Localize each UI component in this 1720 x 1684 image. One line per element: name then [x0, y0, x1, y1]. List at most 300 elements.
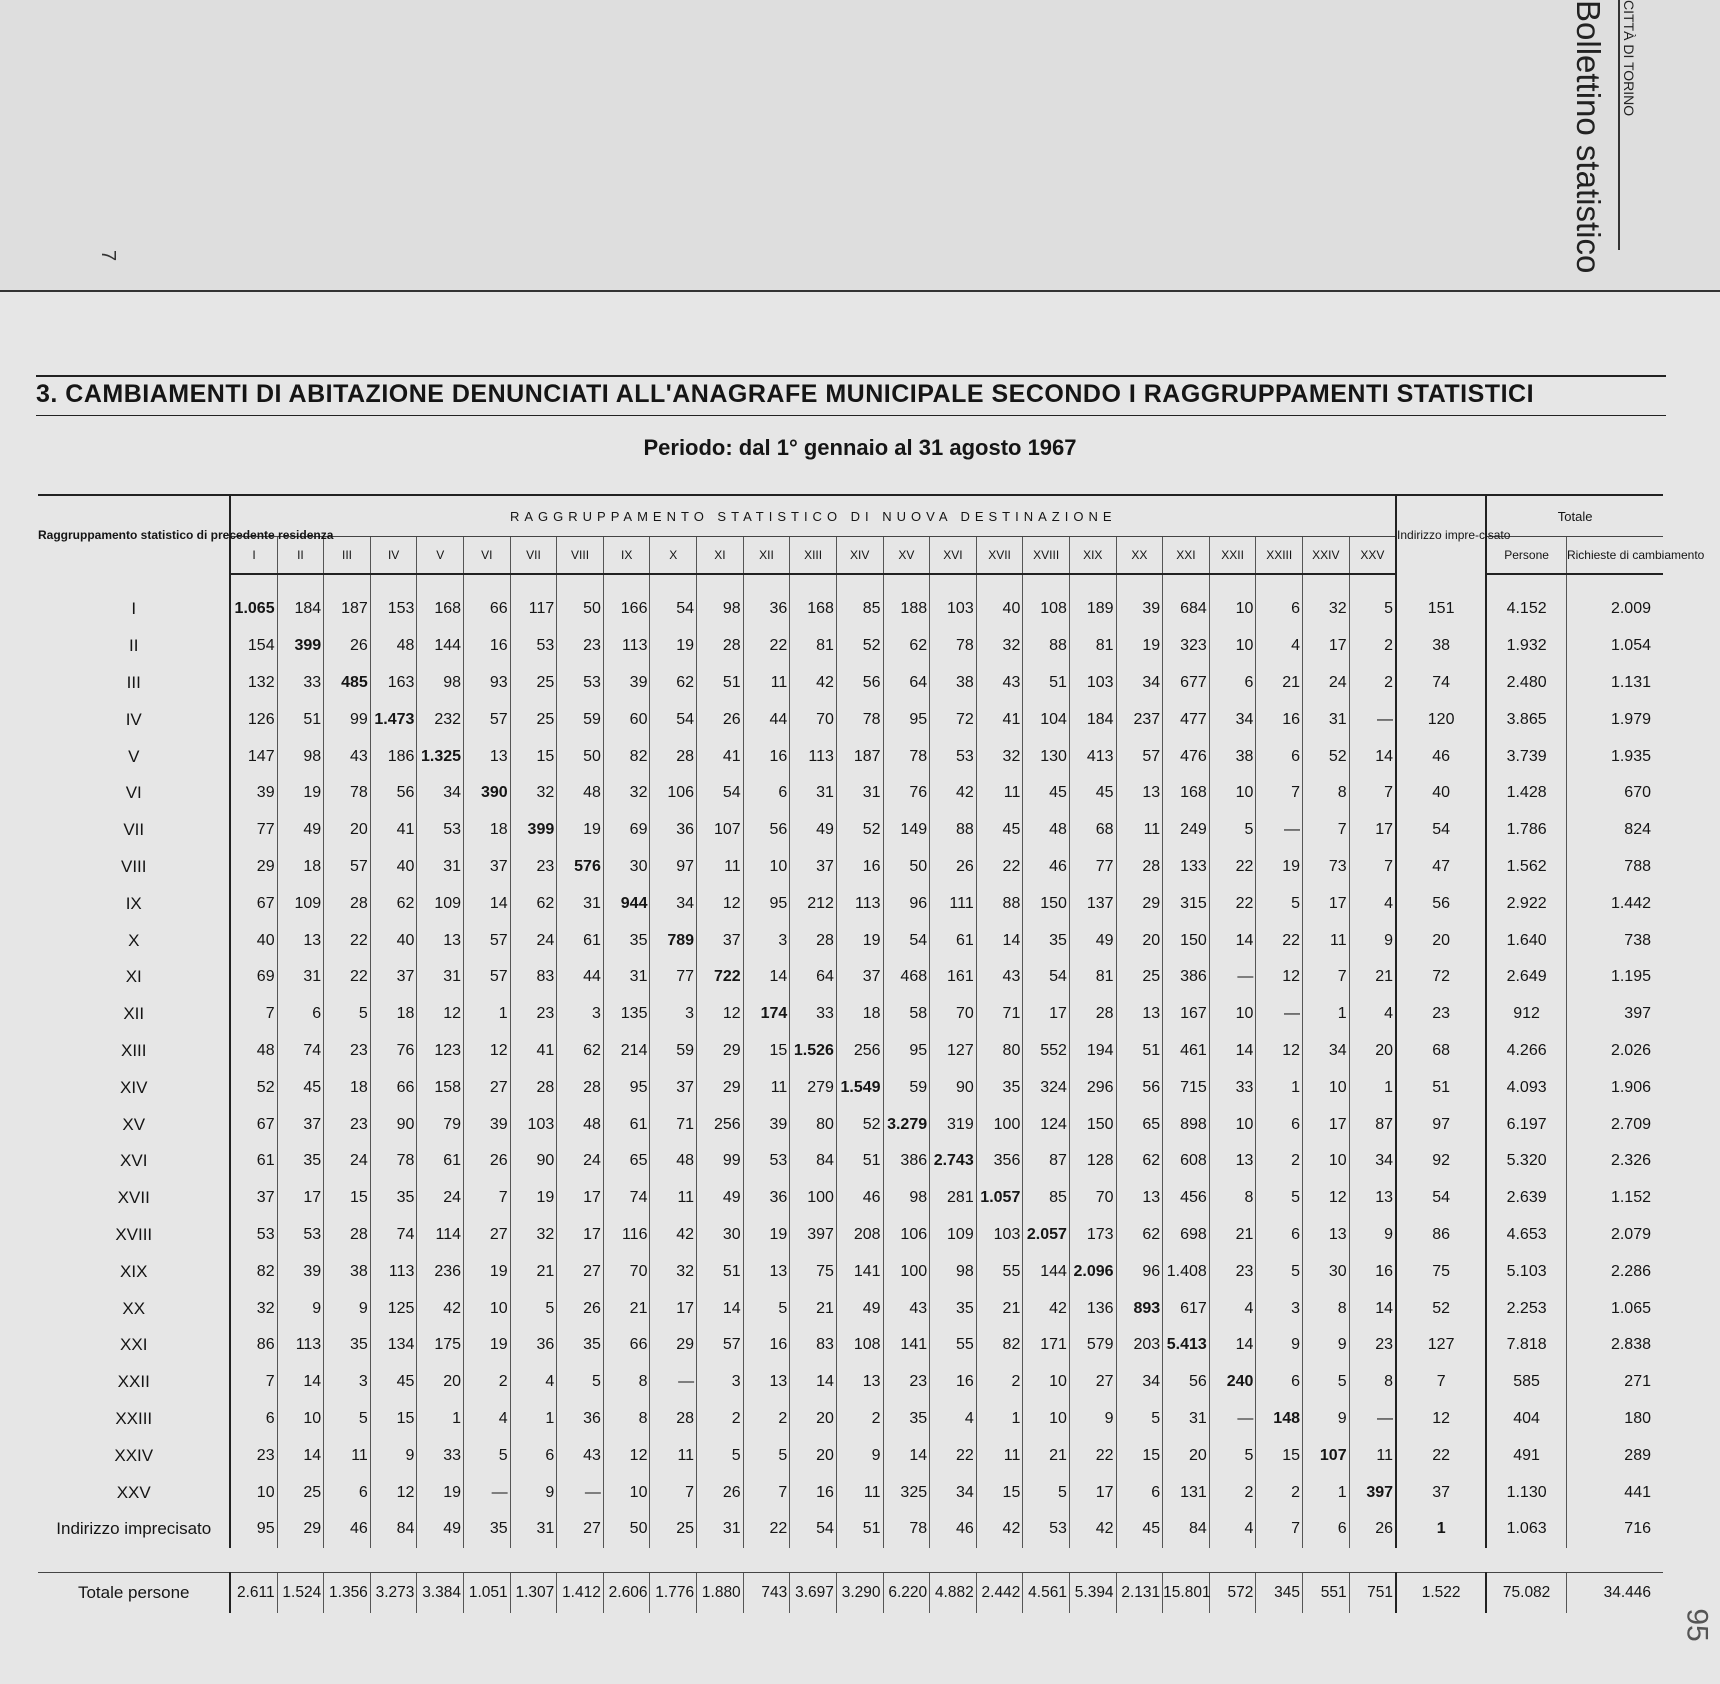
imprecise-cell: 46 [1396, 738, 1486, 775]
requests-cell: 441 [1624, 1483, 1651, 1501]
table-cell: 49 [277, 812, 324, 849]
table-cell: 8 [1209, 1180, 1256, 1217]
requests-cell: 1.065 [1610, 1299, 1651, 1317]
table-cell: 31 [1163, 1401, 1210, 1438]
table-cell: 42 [1069, 1511, 1116, 1548]
table-cell: 18 [464, 812, 511, 849]
table-cell: 17 [650, 1290, 697, 1327]
imprecise-cell: 52 [1396, 1290, 1486, 1327]
table-cell: 54 [650, 574, 697, 628]
table-cell: 50 [557, 738, 604, 775]
table-cell: 279 [790, 1069, 837, 1106]
table-cell: 16 [836, 849, 883, 886]
table-cell: 53 [417, 812, 464, 849]
total-cell: 15.801 [1163, 1572, 1210, 1613]
column-header: X [650, 537, 697, 575]
table-cell: 100 [790, 1180, 837, 1217]
table-cell: 16 [743, 738, 790, 775]
requests-cell: 1.935 [1610, 747, 1651, 765]
persons-cell: 1.562 [1486, 849, 1566, 886]
table-cell: 48 [557, 775, 604, 812]
total-cell: 2.611 [230, 1572, 277, 1613]
table-cell: 413 [1069, 738, 1116, 775]
table-row [38, 1327, 1663, 1364]
table-cell: 187 [836, 738, 883, 775]
table-cell: 3.279 [883, 1106, 930, 1143]
total-row [38, 1572, 1663, 1613]
table-cell: 2 [1349, 665, 1396, 702]
table-cell: 52 [836, 812, 883, 849]
table-cell: 23 [883, 1364, 930, 1401]
table-cell: 12 [1303, 1180, 1350, 1217]
table-cell: 150 [1163, 922, 1210, 959]
table-cell: 52 [230, 1069, 277, 1106]
table-cell: 117 [510, 574, 557, 628]
table-cell: 103 [510, 1106, 557, 1143]
table-cell: 131 [1163, 1474, 1210, 1511]
row-label: VIII [38, 849, 230, 886]
table-cell: 54 [697, 775, 744, 812]
table-cell: 456 [1163, 1180, 1210, 1217]
table-cell: 62 [650, 665, 697, 702]
table-cell: 70 [603, 1253, 650, 1290]
table-cell: 28 [790, 922, 837, 959]
row-label: III [38, 665, 230, 702]
table-cell: 6 [230, 1401, 277, 1438]
imprecise-header: Indirizzo impre-cisato [1396, 495, 1486, 574]
table-cell: 32 [650, 1253, 697, 1290]
table-cell: 147 [230, 738, 277, 775]
table-cell: 62 [370, 885, 417, 922]
table-cell: 2 [836, 1401, 883, 1438]
table-cell: 48 [650, 1143, 697, 1180]
table-cell: 150 [1069, 1106, 1116, 1143]
table-cell: 57 [464, 701, 511, 738]
table-cell: 11 [1303, 922, 1350, 959]
table-cell: 34 [1209, 701, 1256, 738]
table-cell: 123 [417, 1033, 464, 1070]
row-label: VII [38, 812, 230, 849]
table-cell: 1 [1349, 1069, 1396, 1106]
imprecise-cell: 86 [1396, 1217, 1486, 1254]
table-cell: 21 [510, 1253, 557, 1290]
table-cell: 77 [1069, 849, 1116, 886]
row-header-label: Raggruppamento statistico di precedente residenza [38, 495, 230, 574]
table-cell: 6 [743, 775, 790, 812]
table-cell: 677 [1163, 665, 1210, 702]
table-row [38, 1069, 1663, 1106]
table-cell: 58 [883, 996, 930, 1033]
table-cell: 53 [557, 665, 604, 702]
table-row [38, 1253, 1663, 1290]
table-cell: 27 [464, 1069, 511, 1106]
table-cell: 17 [1069, 1474, 1116, 1511]
table-cell: 31 [510, 1511, 557, 1548]
table-cell: 16 [930, 1364, 977, 1401]
table-cell: 38 [1209, 738, 1256, 775]
table-cell: 19 [277, 775, 324, 812]
imprecise-cell: 151 [1396, 574, 1486, 628]
table-cell: 37 [277, 1106, 324, 1143]
table-cell: 21 [790, 1290, 837, 1327]
table-cell: 14 [1209, 1033, 1256, 1070]
table-cell: 7 [464, 1180, 511, 1217]
publication-name: Bollettino statistico [1570, 0, 1607, 274]
table-cell: 54 [650, 701, 697, 738]
table-cell: 50 [603, 1511, 650, 1548]
table-cell: 15 [510, 738, 557, 775]
table-cell: 54 [1023, 959, 1070, 996]
table-cell: 7 [1256, 1511, 1303, 1548]
table-cell: 29 [697, 1033, 744, 1070]
table-cell: 14 [1349, 738, 1396, 775]
table-cell: 1 [417, 1401, 464, 1438]
table-cell: 28 [324, 1217, 371, 1254]
table-cell: 22 [976, 849, 1023, 886]
table-cell: 67 [230, 1106, 277, 1143]
table-cell: 61 [603, 1106, 650, 1143]
table-cell: 25 [277, 1474, 324, 1511]
table-cell: 8 [1349, 1364, 1396, 1401]
table-cell: 59 [650, 1033, 697, 1070]
table-cell: 103 [1069, 665, 1116, 702]
table-cell: 64 [790, 959, 837, 996]
table-cell: 3 [1256, 1290, 1303, 1327]
table-cell: 28 [650, 738, 697, 775]
table-cell: 5 [324, 1401, 371, 1438]
persons-cell: 7.818 [1486, 1327, 1566, 1364]
requests-cell: 716 [1624, 1520, 1651, 1538]
imprecise-cell: 56 [1396, 885, 1486, 922]
table-cell: 1 [976, 1401, 1023, 1438]
table-cell: 30 [697, 1217, 744, 1254]
table-cell: 23 [1349, 1327, 1396, 1364]
column-header: XXV [1349, 537, 1396, 575]
table-cell: 21 [1023, 1437, 1070, 1474]
table-cell: 32 [1303, 574, 1350, 628]
table-cell: 37 [230, 1180, 277, 1217]
table-cell: 10 [1209, 1106, 1256, 1143]
table-cell: 4 [1349, 885, 1396, 922]
table-cell: 9 [1349, 1217, 1396, 1254]
table-cell: 2 [464, 1364, 511, 1401]
table-cell: 77 [230, 812, 277, 849]
table-row [38, 1033, 1663, 1070]
table-cell: 1.408 [1163, 1253, 1210, 1290]
requests-cell: 738 [1624, 931, 1651, 949]
table-cell: 42 [650, 1217, 697, 1254]
table-cell: 71 [650, 1106, 697, 1143]
table-cell: 30 [603, 849, 650, 886]
table-cell: 34 [1116, 665, 1163, 702]
table-cell: 399 [510, 812, 557, 849]
table-cell: 1.057 [976, 1180, 1023, 1217]
table-cell: 87 [1023, 1143, 1070, 1180]
requests-cell: 180 [1624, 1409, 1651, 1427]
table-cell: 98 [930, 1253, 977, 1290]
table-row [38, 628, 1663, 665]
table-cell: 36 [650, 812, 697, 849]
table-cell: 51 [836, 1511, 883, 1548]
column-header: VII [510, 537, 557, 575]
table-cell: 57 [464, 922, 511, 959]
persons-cell: 4.093 [1486, 1069, 1566, 1106]
persons-cell: 2.480 [1486, 665, 1566, 702]
table-cell: 108 [1023, 574, 1070, 628]
table-cell: 158 [417, 1069, 464, 1106]
table-cell: 10 [1023, 1401, 1070, 1438]
table-cell: 13 [417, 922, 464, 959]
table-cell: 28 [697, 628, 744, 665]
table-cell: 15 [976, 1474, 1023, 1511]
table-cell: 29 [1116, 885, 1163, 922]
requests-cell: 2.079 [1610, 1225, 1651, 1243]
table-cell: 37 [697, 922, 744, 959]
requests-cell: 1.195 [1610, 968, 1651, 986]
table-cell: 100 [883, 1253, 930, 1290]
table-cell: 13 [1116, 1180, 1163, 1217]
table-cell: 6 [1256, 1106, 1303, 1143]
table-cell: 24 [557, 1143, 604, 1180]
table-cell: — [650, 1364, 697, 1401]
table-cell: 69 [230, 959, 277, 996]
requests-cell: 2.026 [1610, 1041, 1651, 1059]
table-cell: 144 [417, 628, 464, 665]
column-header: XVIII [1023, 537, 1070, 575]
table-cell: 62 [1116, 1217, 1163, 1254]
row-label: XXIII [38, 1401, 230, 1438]
table-cell: 56 [743, 812, 790, 849]
table-cell: 35 [324, 1327, 371, 1364]
table-row [38, 996, 1663, 1033]
total-header: Totale [1486, 495, 1663, 537]
table-cell: 20 [324, 812, 371, 849]
table-cell: 15 [743, 1033, 790, 1070]
requests-cell: 289 [1624, 1446, 1651, 1464]
table-cell: 109 [417, 885, 464, 922]
table-cell: 296 [1069, 1069, 1116, 1106]
persons-cell: 2.253 [1486, 1290, 1566, 1327]
table-cell: 2 [1256, 1143, 1303, 1180]
table-cell: 14 [1209, 1327, 1256, 1364]
table-cell: 13 [1209, 1143, 1256, 1180]
total-persons: 75.082 [1486, 1572, 1566, 1613]
persons-cell: 491 [1486, 1437, 1566, 1474]
table-cell: 48 [370, 628, 417, 665]
column-header: XXIV [1303, 537, 1350, 575]
table-row [38, 1143, 1663, 1180]
table-cell: 52 [836, 1106, 883, 1143]
table-cell: 39 [1116, 574, 1163, 628]
table-cell: 29 [697, 1069, 744, 1106]
table-cell: 5 [1256, 1180, 1303, 1217]
table-cell: 56 [370, 775, 417, 812]
table-cell: 9 [1303, 1401, 1350, 1438]
table-cell: 14 [743, 959, 790, 996]
table-cell: 79 [417, 1106, 464, 1143]
table-cell: 28 [1069, 996, 1116, 1033]
table-cell: — [464, 1474, 511, 1511]
table-cell: 2 [697, 1401, 744, 1438]
table-cell: 167 [1163, 996, 1210, 1033]
table-cell: 114 [417, 1217, 464, 1254]
table-row [38, 1217, 1663, 1254]
table-cell: 19 [417, 1474, 464, 1511]
table-cell: 84 [790, 1143, 837, 1180]
table-cell: 10 [743, 849, 790, 886]
table-cell: 27 [1069, 1364, 1116, 1401]
table-cell: 26 [930, 849, 977, 886]
table-cell: 68 [1069, 812, 1116, 849]
requests-cell: 1.054 [1610, 637, 1651, 655]
table-cell: 3 [557, 996, 604, 1033]
table-cell: 67 [230, 885, 277, 922]
table-cell: 130 [1023, 738, 1070, 775]
table-cell: 237 [1116, 701, 1163, 738]
table-cell: 10 [603, 1474, 650, 1511]
table-cell: 107 [697, 812, 744, 849]
table-row [38, 885, 1663, 922]
page-divider [0, 290, 1720, 292]
table-cell: 49 [697, 1180, 744, 1217]
table-cell: 17 [557, 1180, 604, 1217]
table-cell: 19 [464, 1253, 511, 1290]
table-cell: 11 [697, 849, 744, 886]
table-cell: 7 [1349, 775, 1396, 812]
table-cell: 33 [790, 996, 837, 1033]
table-cell: 43 [324, 738, 371, 775]
table-cell: 81 [1069, 628, 1116, 665]
table-cell: 11 [976, 775, 1023, 812]
table-cell: 107 [1303, 1437, 1350, 1474]
table-cell: 116 [603, 1217, 650, 1254]
table-cell: 95 [603, 1069, 650, 1106]
table-cell: 7 [650, 1474, 697, 1511]
table-cell: 5 [1349, 574, 1396, 628]
table-cell: 9 [1303, 1327, 1350, 1364]
table-cell: 49 [836, 1290, 883, 1327]
table-cell: 9 [324, 1290, 371, 1327]
table-cell: 32 [976, 628, 1023, 665]
persons-cell: 2.639 [1486, 1180, 1566, 1217]
table-cell: 75 [790, 1253, 837, 1290]
table-cell: 59 [883, 1069, 930, 1106]
table-cell: 5 [324, 996, 371, 1033]
table-cell: 168 [417, 574, 464, 628]
table-cell: 212 [790, 885, 837, 922]
table-cell: 90 [510, 1143, 557, 1180]
table-cell: 4 [930, 1401, 977, 1438]
table-cell: 76 [883, 775, 930, 812]
table-cell: 236 [417, 1253, 464, 1290]
table-cell: 97 [650, 849, 697, 886]
table-cell: 9 [1256, 1327, 1303, 1364]
table-cell: 386 [883, 1143, 930, 1180]
table-cell: 144 [1023, 1253, 1070, 1290]
table-row [38, 1364, 1663, 1401]
table-cell: 13 [464, 738, 511, 775]
table-cell: 17 [1349, 812, 1396, 849]
table-cell: 96 [883, 885, 930, 922]
table-cell: 74 [370, 1217, 417, 1254]
table-cell: 17 [1303, 885, 1350, 922]
table-cell: — [1349, 1401, 1396, 1438]
table-cell: 18 [277, 849, 324, 886]
table-cell: 26 [697, 1474, 744, 1511]
table-cell: 186 [370, 738, 417, 775]
table-cell: 45 [277, 1069, 324, 1106]
table-cell: 38 [324, 1253, 371, 1290]
table-cell: 42 [930, 775, 977, 812]
table-cell: 8 [1303, 775, 1350, 812]
table-cell: 23 [230, 1437, 277, 1474]
requests-cell: 271 [1624, 1373, 1651, 1391]
table-cell: 153 [370, 574, 417, 628]
table-cell: 25 [650, 1511, 697, 1548]
table-cell: 10 [1209, 996, 1256, 1033]
table-cell: 397 [1349, 1474, 1396, 1511]
table-cell: 34 [1116, 1364, 1163, 1401]
table-cell: 35 [370, 1180, 417, 1217]
table-cell: 46 [930, 1511, 977, 1548]
table-cell: 325 [883, 1474, 930, 1511]
table-cell: 24 [417, 1180, 464, 1217]
table-cell: 11 [1349, 1437, 1396, 1474]
table-cell: 15 [324, 1180, 371, 1217]
table-cell: 103 [976, 1217, 1023, 1254]
table-cell: 31 [1303, 701, 1350, 738]
table-cell: 35 [883, 1401, 930, 1438]
table-cell: 6 [277, 996, 324, 1033]
destination-header: RAGGRUPPAMENTO STATISTICO DI NUOVA DESTINAZIONE [230, 495, 1396, 537]
table-cell: 461 [1163, 1033, 1210, 1070]
row-label: Indirizzo imprecisato [38, 1511, 230, 1548]
table-cell: 5 [1256, 885, 1303, 922]
column-header: I [230, 537, 277, 575]
table-cell: 70 [790, 701, 837, 738]
table-cell: 38 [930, 665, 977, 702]
row-label: XIII [38, 1033, 230, 1070]
imprecise-cell: 38 [1396, 628, 1486, 665]
table-row [38, 1511, 1663, 1548]
table-cell: 390 [464, 775, 511, 812]
table-cell: 33 [1209, 1069, 1256, 1106]
table-cell: 74 [603, 1180, 650, 1217]
table-cell: 25 [510, 701, 557, 738]
table-cell: 10 [1303, 1143, 1350, 1180]
table-cell: 188 [883, 574, 930, 628]
table-cell: 46 [1023, 849, 1070, 886]
table-cell: 86 [230, 1327, 277, 1364]
table-cell: 42 [790, 665, 837, 702]
table-cell: 113 [277, 1327, 324, 1364]
table-cell: 5 [464, 1437, 511, 1474]
table-cell: 41 [697, 738, 744, 775]
column-header: V [417, 537, 464, 575]
table-cell: 14 [790, 1364, 837, 1401]
table-cell: 61 [230, 1143, 277, 1180]
table-cell: 39 [230, 775, 277, 812]
table-cell: 70 [1069, 1180, 1116, 1217]
table-cell: 13 [1303, 1217, 1350, 1254]
table-cell: 7 [1303, 812, 1350, 849]
table-row [38, 1290, 1663, 1327]
table-cell: 62 [1116, 1143, 1163, 1180]
table-cell: 28 [650, 1401, 697, 1438]
table-cell: 12 [464, 1033, 511, 1070]
table-cell: 80 [790, 1106, 837, 1143]
total-cell: 751 [1349, 1572, 1396, 1613]
